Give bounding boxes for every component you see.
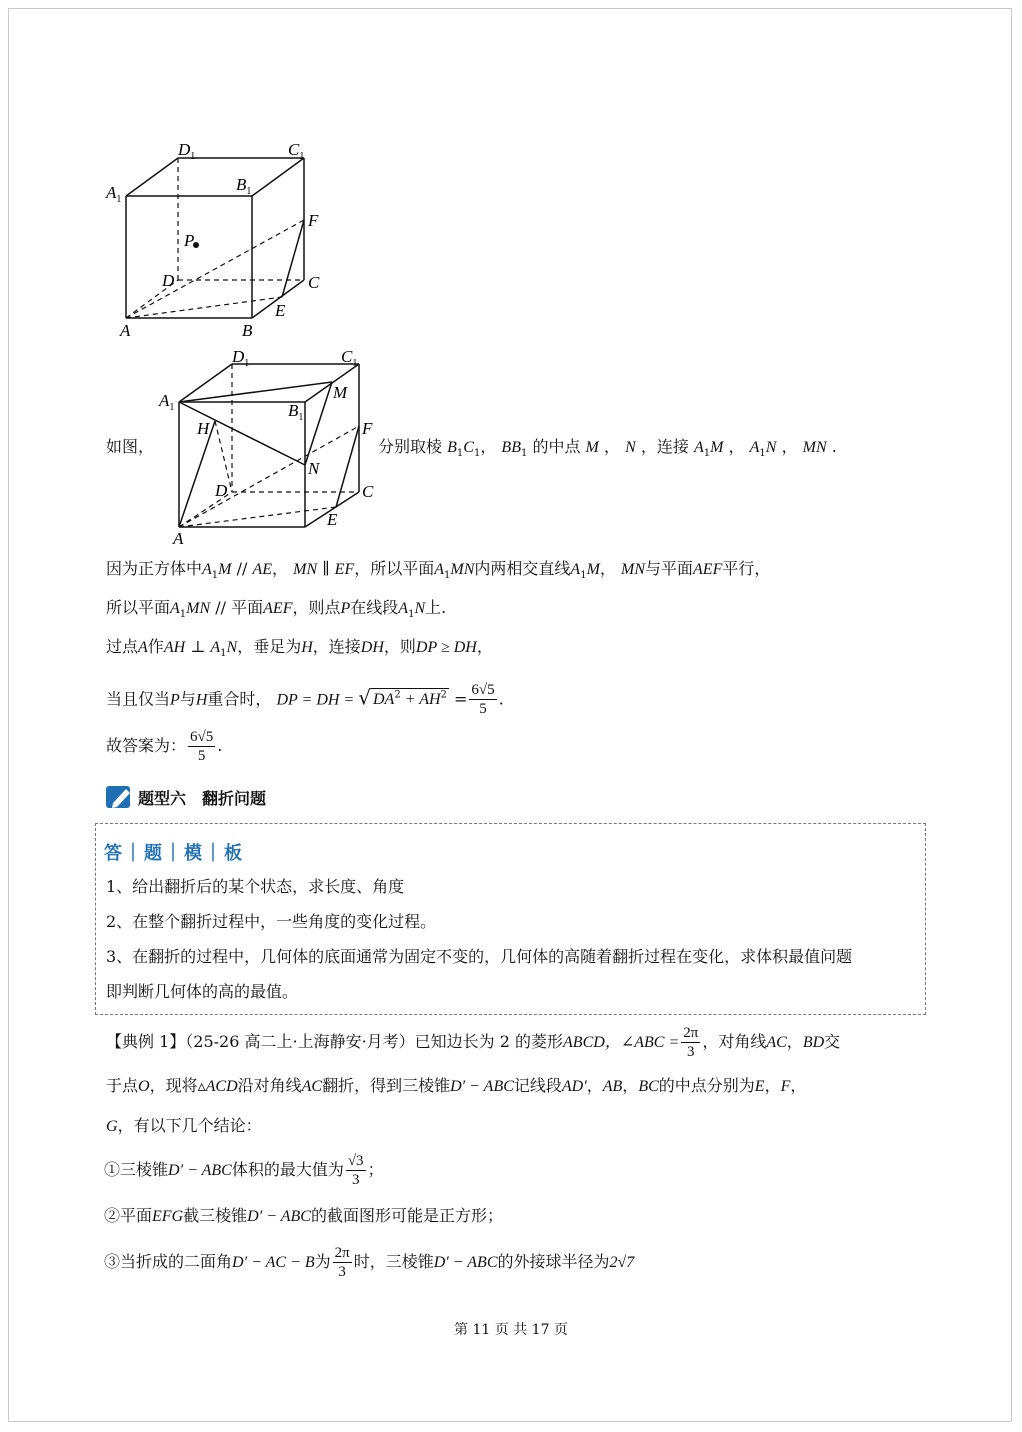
fraction-answer: $\frac{6√5}{5}$ <box>471 682 495 718</box>
label-n: N <box>308 459 320 478</box>
cube-diagram-2 <box>155 344 385 550</box>
example-line-2: 于点O，现将▵ACD沿对角线AC翻折，得到三棱锥D′ − ABC记线段AD′，AB，BC的中点分别为E，F， <box>106 1076 807 1095</box>
solution-line-5: 故答案为： $\frac{6√5}{5}$ . <box>106 729 223 764</box>
conclusion-1: ①三棱锥D′ − ABC体积的最大值为 $\frac{√3}{3}$ ； <box>104 1153 384 1188</box>
solution-line-3: 过点A作AH ⊥ $A_1N$，垂足为H，连接DH，则DP ≥ DH， <box>106 637 493 660</box>
solution-line-1: 因为正方体中$A_1M$ // AE， MN ∥ EF，所以平面$A_1MN$内两相交直线$A_1M$， MN与平面AEF平行， <box>106 559 771 582</box>
segment-ae <box>179 507 336 527</box>
edge-a1d1 <box>126 158 178 196</box>
label-b: B <box>242 321 253 340</box>
segment-mn <box>305 382 332 465</box>
label-c1: $C_1$ <box>341 347 358 369</box>
template-item-2: 2、在整个翻折过程中，一些角度的变化过程。 <box>106 912 437 931</box>
template-item-4: 即判断几何体的高的最值。 <box>106 982 299 1001</box>
solution-line-4: 当且仅当P与H重合时， DP = DH = √ $DA^2 + AH^2$ = $\frac{6√5}{5}$ . <box>106 682 504 718</box>
label-c: C <box>362 482 374 501</box>
section-title: 题型六 翻折问题 <box>138 789 267 808</box>
example-line-1: 【典例 1】（25-26 高二上·上海静安·月考）已知边长为 2 的菱形ABCD，∠ABC = $\frac{2\pi}{3}$ ，对角线AC，BD交 <box>106 1025 841 1060</box>
label-c1: $C_1$ <box>288 140 305 162</box>
template-item-3: 3、在翻折的过程中，几何体的底面通常为固定不变的，几何体的高随着翻折过程在变化，求体积最值问题 <box>106 947 853 966</box>
label-e: E <box>275 301 286 320</box>
template-heading: 答｜题｜模｜板 <box>104 843 244 864</box>
label-p: P <box>184 231 195 250</box>
label-d: D <box>162 271 175 290</box>
label-a: A <box>120 321 131 340</box>
segment-ae <box>126 297 282 318</box>
fraction-final-answer: $\frac{6√5}{5}$ <box>190 729 214 764</box>
label-d: D <box>215 481 228 500</box>
label-d1: $D_1$ <box>178 140 196 162</box>
label-c: C <box>308 273 320 292</box>
fraction-angle: $\frac{2\pi}{3}$ <box>683 1025 699 1060</box>
example-line-3: G，有以下几个结论： <box>106 1116 262 1135</box>
label-a1: $A_1$ <box>106 183 122 205</box>
label-b1: $B_1$ <box>236 175 252 197</box>
conclusion-3: ③当折成的二面角D′ − AC − B为 $\frac{2\pi}{3}$ 时，三棱锥D′ − ABC的外接球半径为2√7 <box>104 1245 635 1280</box>
label-e: E <box>327 510 338 529</box>
label-f: F <box>362 419 373 438</box>
solution-intro-text: 分别取棱 $B_1C_1$， $BB_1$ 的中点 M ， N ，连接 $A_1M$ ， $A_1N$ ， MN . <box>378 437 837 460</box>
label-b1: $B_1$ <box>288 401 304 423</box>
label-a: A <box>173 529 184 548</box>
edge-b1c1 <box>252 158 304 196</box>
label-a1: $A_1$ <box>159 391 175 413</box>
solution-intro-prefix: 如图， <box>106 437 155 456</box>
pencil-icon <box>104 783 136 811</box>
template-item-1: 1、给出翻折后的某个状态，求长度、角度 <box>106 877 405 896</box>
cube-diagram-1 <box>100 138 330 343</box>
fraction-dihedral: $\frac{2\pi}{3}$ <box>334 1245 350 1280</box>
label-h: H <box>197 419 210 438</box>
label-f: F <box>308 211 319 230</box>
segment-ef <box>282 220 304 297</box>
conclusion-2: ②平面EFG截三棱锥D′ − ABC的截面图形可能是正方形； <box>104 1206 503 1225</box>
label-m: M <box>333 383 348 402</box>
label-d1: $D_1$ <box>232 347 250 369</box>
fraction-volume: $\frac{√3}{3}$ <box>347 1153 364 1188</box>
solution-line-2: 所以平面$A_1MN$ // 平面AEF，则点P在线段$A_1N$上. <box>106 598 447 621</box>
page-footer: 第 11 页 共 17 页 <box>454 1322 568 1338</box>
